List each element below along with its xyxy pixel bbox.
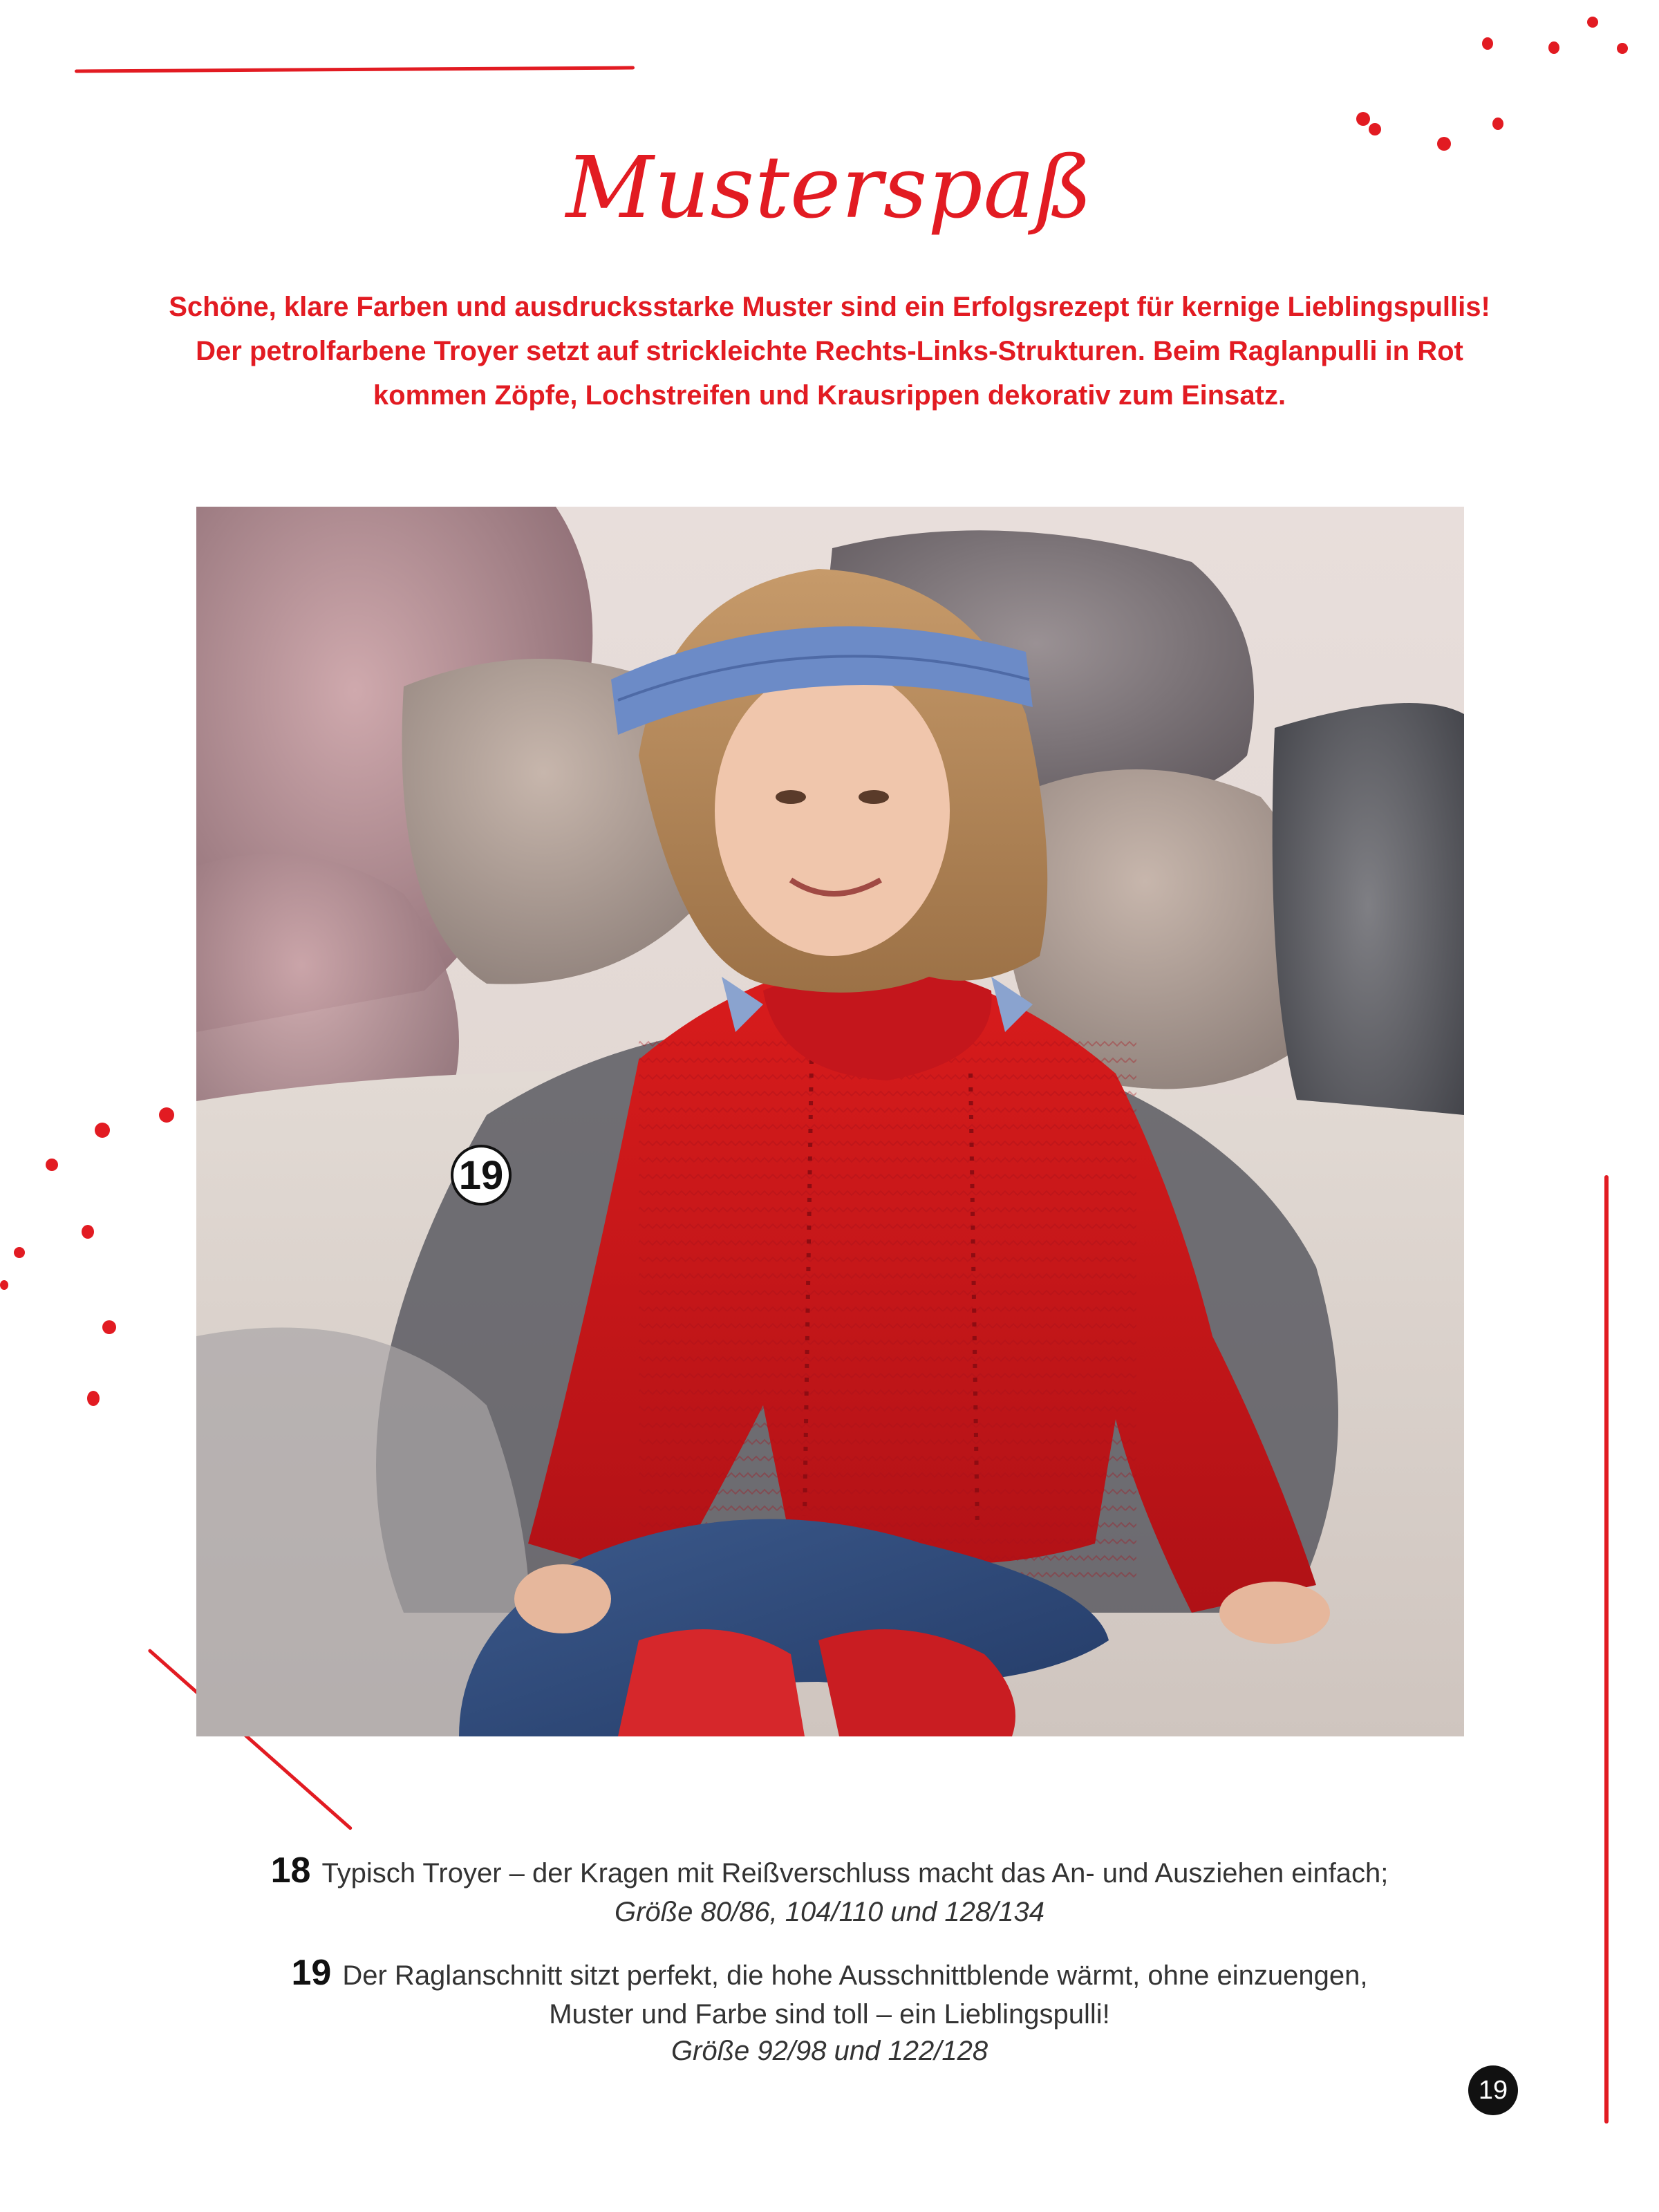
caption-18-number: 18 [270,1850,311,1891]
caption-19-size: Größe 92/98 und 122/128 [671,2036,988,2066]
photo-girl-red-sweater [196,507,1464,1736]
caption-18-size: Größe 80/86, 104/110 und 128/134 [615,1897,1044,1927]
page-title: Musterspaß [565,138,1094,238]
caption-19-text-line-2: Muster und Farbe sind toll – ein Lieblingspulli! [549,1999,1110,2030]
caption-19-number: 19 [291,1953,332,1993]
intro-line-3: kommen Zöpfe, Lochstreifen und Krausrippen dekorativ zum Einsatz. [373,380,1286,411]
intro-text [131,285,1528,418]
caption-19-text: Der Raglanschnitt sitzt perfekt, die hohe Ausschnittblende wärmt, ohne einzuengen, [342,1960,1368,1991]
caption-19 [0,1952,1659,2067]
item-number-badge: 19 [451,1145,512,1206]
caption-18-text: Typisch Troyer – der Kragen mit Reißverschluss macht das An- und Ausziehen einfach; [321,1858,1389,1888]
intro-line-2: Der petrolfarbene Troyer setzt auf strickleichte Rechts-Links-Strukturen. Beim Raglanpulli in Rot [196,336,1463,366]
decorative-red-stroke-top [75,66,635,73]
page-number: 19 [1468,2065,1518,2115]
intro-line-1: Schöne, klare Farben und ausdrucksstarke Muster sind ein Erfolgsrezept für kernige Lieblingspullis! [169,292,1490,322]
caption-18 [0,1850,1659,1928]
